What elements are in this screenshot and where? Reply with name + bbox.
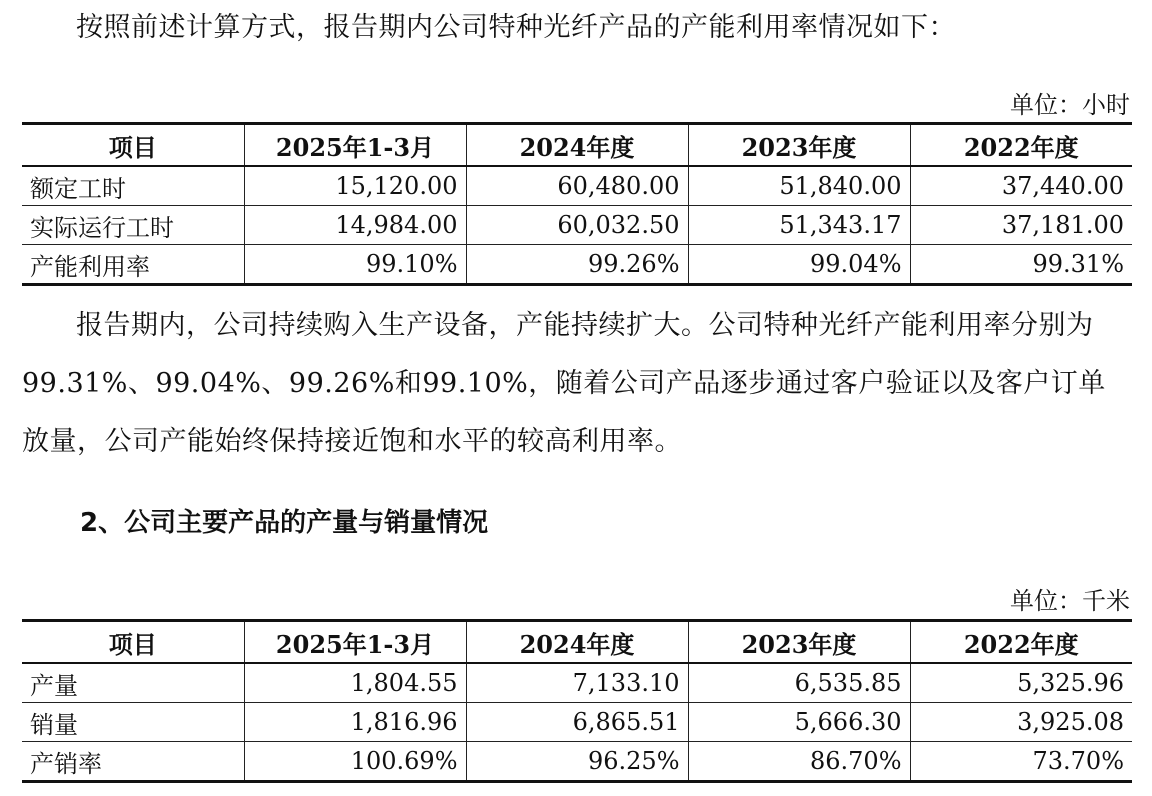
table-cell: 73.70% — [910, 742, 1132, 782]
column-header: 2024年度 — [466, 124, 688, 167]
table-cell: 1,804.55 — [244, 663, 466, 703]
analysis-paragraph: 报告期内，公司持续购入生产设备，产能持续扩大。公司特种光纤产能利用率分别为99.31%、99.04%、99.26%和99.10%，随着公司产品逐步通过客户验证以及客户订单放量，公司产能始终保持接近饱和水平的较高利用率。 — [22, 310, 1106, 457]
row-label: 产量 — [22, 663, 244, 703]
table-cell: 99.04% — [688, 245, 910, 285]
column-header: 2024年度 — [466, 621, 688, 664]
row-label: 产能利用率 — [22, 245, 244, 285]
table-cell: 51,840.00 — [688, 166, 910, 206]
table-cell: 99.10% — [244, 245, 466, 285]
column-header: 2023年度 — [688, 621, 910, 664]
column-header: 项目 — [22, 621, 244, 664]
table-row — [22, 703, 1132, 742]
table-cell: 5,325.96 — [910, 663, 1132, 703]
capacity-utilization-table — [22, 122, 1132, 286]
table-cell: 1,816.96 — [244, 703, 466, 742]
table-cell: 96.25% — [466, 742, 688, 782]
sales-table-unit: 单位：千米 — [1010, 587, 1130, 615]
table-header-row — [22, 621, 1132, 664]
row-label: 销量 — [22, 703, 244, 742]
column-header: 2023年度 — [688, 124, 910, 167]
column-header: 2025年1-3月 — [244, 621, 466, 664]
table-cell: 14,984.00 — [244, 206, 466, 245]
capacity-table-unit: 单位：小时 — [1010, 91, 1130, 119]
table-cell: 60,480.00 — [466, 166, 688, 206]
table-cell: 60,032.50 — [466, 206, 688, 245]
column-header: 2022年度 — [910, 621, 1132, 664]
table-cell: 5,666.30 — [688, 703, 910, 742]
table-cell: 37,440.00 — [910, 166, 1132, 206]
row-label: 产销率 — [22, 742, 244, 782]
production-sales-table — [22, 619, 1132, 783]
section-heading: 2、公司主要产品的产量与销量情况 — [80, 508, 489, 538]
table-row — [22, 245, 1132, 285]
table-cell: 15,120.00 — [244, 166, 466, 206]
table-row — [22, 663, 1132, 703]
column-header: 2025年1-3月 — [244, 124, 466, 167]
table-row — [22, 166, 1132, 206]
table-cell: 6,865.51 — [466, 703, 688, 742]
table-cell: 3,925.08 — [910, 703, 1132, 742]
column-header: 2022年度 — [910, 124, 1132, 167]
table-cell: 37,181.00 — [910, 206, 1132, 245]
table-cell: 86.70% — [688, 742, 910, 782]
table-cell: 99.26% — [466, 245, 688, 285]
table-cell: 7,133.10 — [466, 663, 688, 703]
intro-paragraph: 按照前述计算方式，报告期内公司特种光纤产品的产能利用率情况如下： — [76, 12, 956, 43]
table-row — [22, 206, 1132, 245]
row-label: 额定工时 — [22, 166, 244, 206]
table-cell: 99.31% — [910, 245, 1132, 285]
table-row — [22, 742, 1132, 782]
table-cell: 6,535.85 — [688, 663, 910, 703]
table-cell: 100.69% — [244, 742, 466, 782]
column-header: 项目 — [22, 124, 244, 167]
table-header-row — [22, 124, 1132, 167]
row-label: 实际运行工时 — [22, 206, 244, 245]
table-cell: 51,343.17 — [688, 206, 910, 245]
